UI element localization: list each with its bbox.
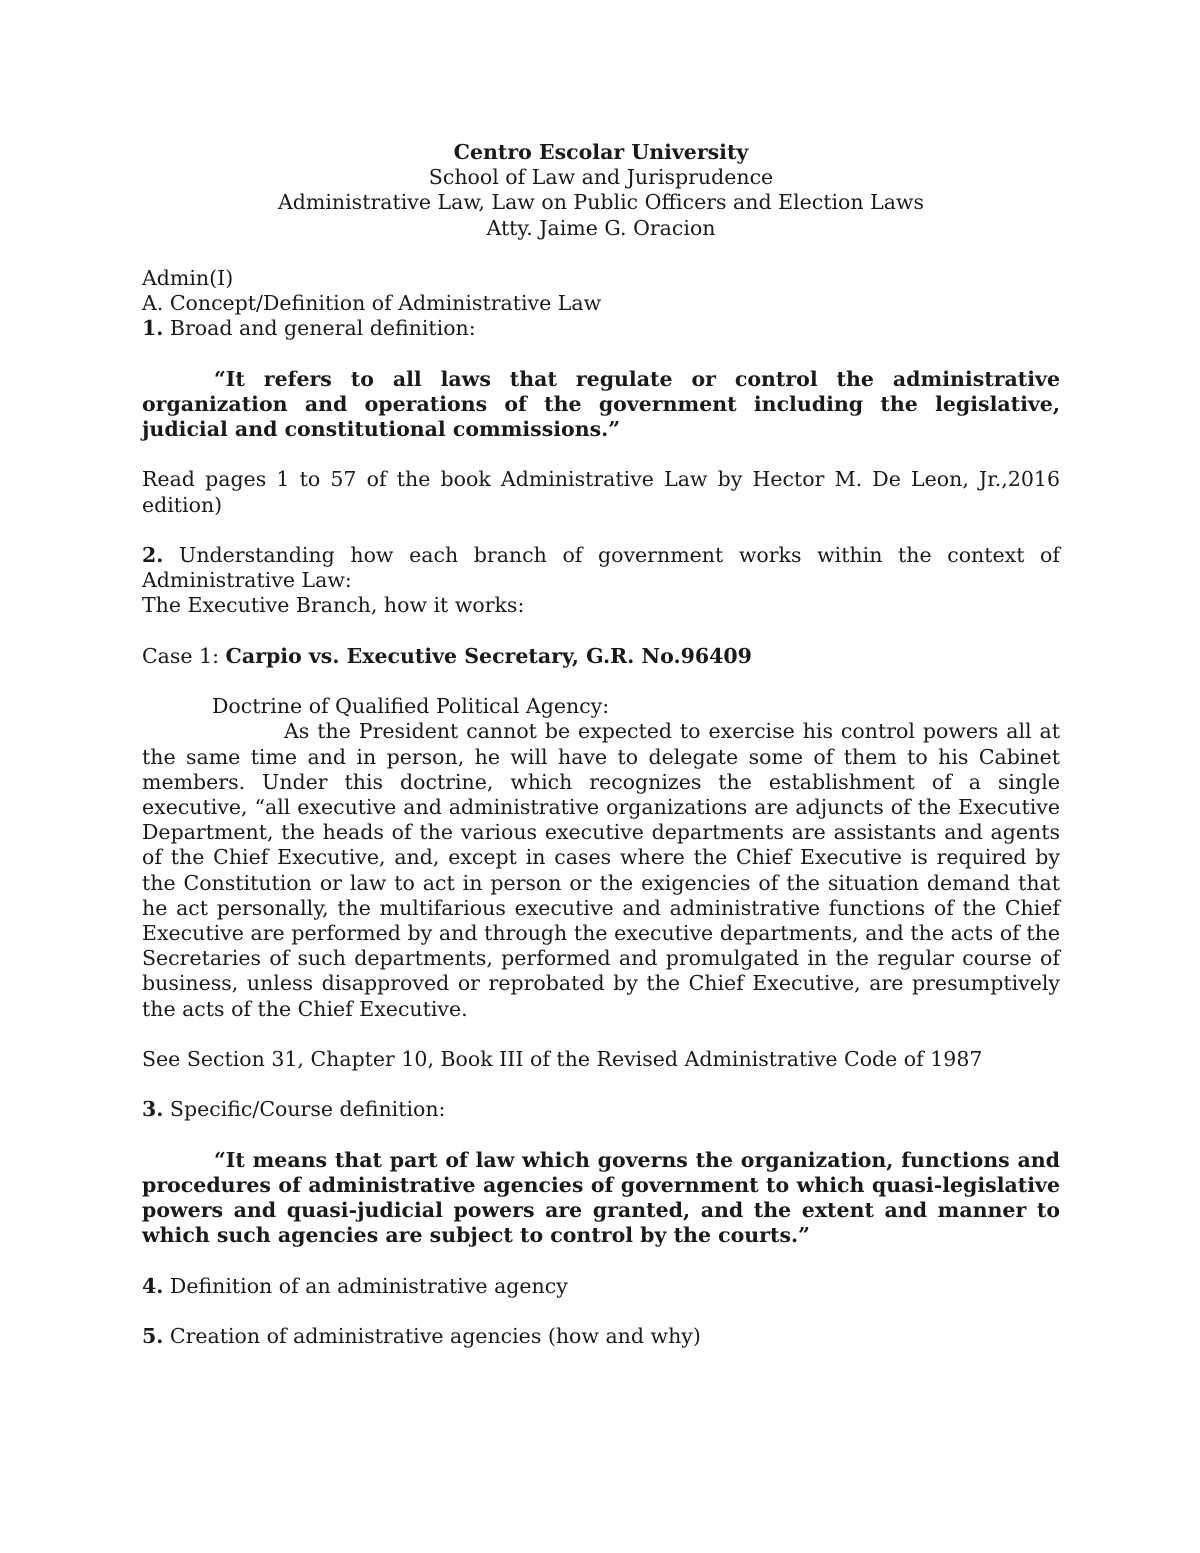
item-5-text: Creation of administrative agencies (how and why) (163, 1324, 701, 1349)
item-1-number: 1. (142, 316, 164, 341)
item-5 (142, 1324, 1060, 1349)
document-content (142, 140, 1060, 1349)
broad-definition-quote: “It refers to all laws that regulate or control the administrative organization and operations of the government including the legislative, judicial and constitutional commissions.” (142, 366, 1060, 442)
item-3-text: Specific/Course definition: (163, 1097, 446, 1122)
see-also-reference: See Section 31, Chapter 10, Book III of the Revised Administrative Code of 1987 (142, 1047, 983, 1072)
course-definition-quote: “It means that part of law which governs the organization, functions and procedures of administrative agencies of government to which quasi-legislative powers and quasi-judicial powers are granted, and the extent and manner to which such agencies are subject to control by the courts.” (142, 1147, 1060, 1248)
case-1-title: Carpio vs. Executive Secretary, G.R. No.96409 (225, 643, 752, 668)
document-header (142, 140, 1060, 241)
doctrine-body: As the President cannot be expected to exercise his control powers all at the same time and in person, he will have to delegate some of them to his Cabinet members. Under this doctrine, which recognizes the establishment of a single executive, “all executive and administrative organizations are adjuncts of the Executive Department, the heads of the various executive departments are assistants and agents of the Chief Executive, and, except in cases where the Chief Executive is required by the Constitution or law to act in person or the exigencies of the situation demand that he act personally, the multifarious executive and administrative functions of the Chief Executive are performed by and through the executive departments, and the acts of the Secretaries of such departments, performed and promulgated in the regular course of business, unless disapproved or reprobated by the Chief Executive, are presumptively the acts of the Chief Executive. (142, 719, 1060, 1021)
item-4-number: 4. (142, 1273, 164, 1298)
item-2-text: Understanding how each branch of government works within the context of Administrative Law: (142, 543, 1060, 593)
heading-a: A. Concept/Definition of Administrative Law (142, 291, 602, 316)
course-title: Administrative Law, Law on Public Officers and Election Laws (278, 190, 924, 215)
university-name: Centro Escolar University (453, 140, 749, 164)
item-3-number: 3. (142, 1097, 164, 1122)
professor-name: Atty. Jaime G. Oracion (486, 215, 716, 240)
school-name: School of Law and Jurisprudence (428, 165, 774, 190)
item-4 (142, 1274, 1060, 1299)
item-5-number: 5. (142, 1324, 164, 1349)
case-1 (142, 644, 1060, 669)
item-4-text: Definition of an administrative agency (163, 1273, 568, 1298)
executive-branch-subheading: The Executive Branch, how it works: (142, 593, 525, 618)
case-1-prefix: Case 1: (142, 643, 226, 668)
item-3 (142, 1097, 1060, 1122)
doctrine-title: Doctrine of Qualified Political Agency: (212, 694, 610, 719)
section-label: Admin(I) (142, 265, 234, 290)
item-1 (142, 316, 1060, 341)
item-2 (142, 543, 1060, 593)
reading-assignment: Read pages 1 to 57 of the book Administrative Law by Hector M. De Leon, Jr.,2016 edition) (142, 467, 1060, 517)
item-2-number: 2. (142, 543, 164, 567)
item-1-text: Broad and general definition: (163, 316, 476, 341)
